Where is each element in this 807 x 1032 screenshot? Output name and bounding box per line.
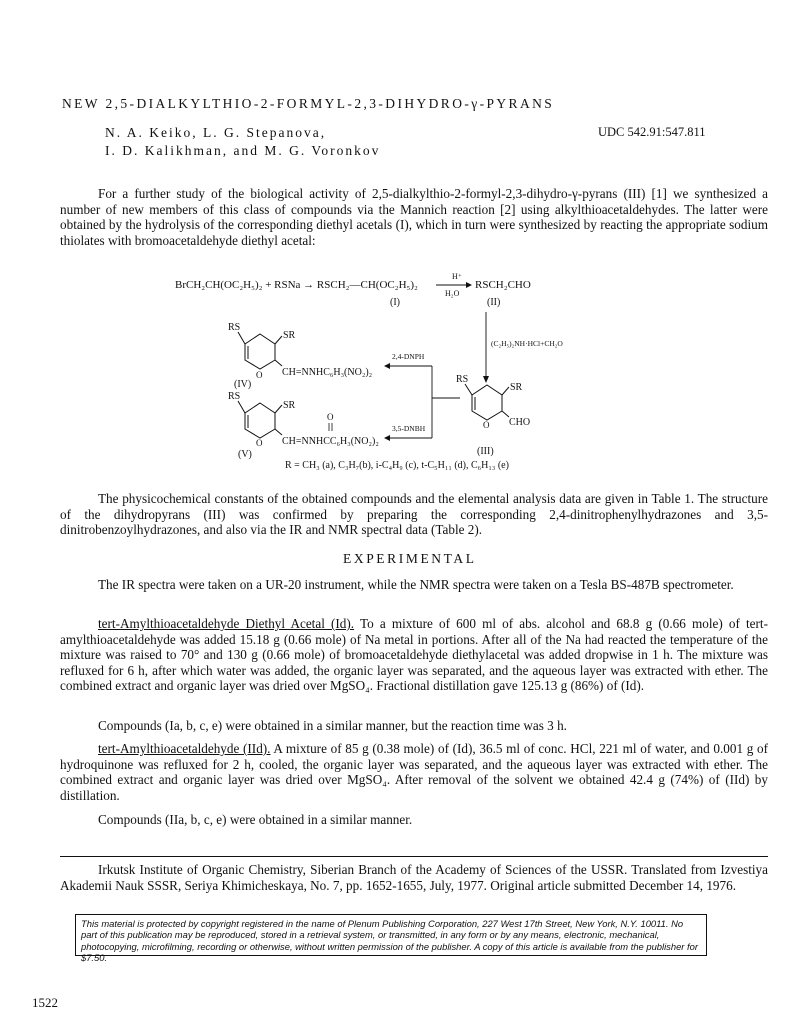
r-definitions: R = CH₃ (a), C₃H₇(b), i-C₄H₉ (c), t-C₅H₁₁ (d), C₆H₁₃ (e) — [285, 460, 509, 471]
ring-V — [245, 403, 275, 438]
udc-code: UDC 542.91:547.811 — [598, 125, 706, 139]
spectra-paragraph: The IR spectra were taken on a UR-20 instrument, while the NMR spectra were taken on a Tesla BS-487B spectrometer. — [98, 577, 734, 592]
copyright-text: This material is protected by copyright registered in the name of Plenum Publishing Corporation, 227 West 17th Street, New York, N.Y. 10011. No part of this publication may be reproduced, stored in a retrieval system, or transmitted, in any form or by any means, electronic, mechanical, photocopying, microfilming, recording or otherwise, without written permission of the publisher. A copy of this article is available from the publisher for $7.50. — [81, 918, 698, 964]
iv-o: O — [256, 370, 263, 380]
copyright-box — [75, 914, 707, 964]
condition-bottom: H₂O — [445, 289, 460, 298]
aldehyde-procedure — [60, 741, 768, 803]
v-o: O — [256, 438, 263, 448]
product-II: RSCH₂CHO — [475, 279, 531, 291]
iv-rs: RS — [228, 322, 241, 333]
authors-line-1: N. A. Keiko, L. G. Stepanova, — [105, 125, 327, 140]
article-title: NEW 2,5-DIALKYLTHIO-2-FORMYL-2,3-DIHYDRO-γ-PYRANS — [62, 96, 555, 111]
acetal-procedure — [60, 616, 768, 694]
iv-substituent: CH=NNHC₆H₃(NO₂)₂ — [282, 367, 373, 378]
iii-sr: SR — [510, 382, 523, 393]
ring-IV — [245, 334, 275, 369]
mannich-arrowhead — [483, 376, 489, 383]
page-number: 1522 — [32, 995, 58, 1010]
reaction-scheme — [0, 268, 807, 476]
mannich-reagent: (C₂H₅)₂NH·HCl+CH₂O — [491, 339, 563, 348]
condition-top: H⁺ — [452, 272, 462, 281]
aldehyde-procedure-heading: tert-Amylthioacetaldehyde (IId). — [98, 741, 271, 756]
authors-line-2: I. D. Kalikhman, and M. G. Voronkov — [105, 143, 381, 158]
acetal-analogs-paragraph: Compounds (Ia, b, c, e) were obtained in a similar manner, but the reaction time was 3 h. — [98, 718, 567, 733]
reaction-left: BrCH₂CH(OC₂H₅)₂ + RSNa → RSCH₂—CH(OC₂H₅)₂ — [175, 279, 418, 291]
iii-cho: CHO — [509, 417, 531, 428]
dnph-reagent: 2,4-DNPH — [392, 352, 425, 361]
v-substituent: CH=NNHCC₆H₃(NO₂)₂ — [282, 436, 379, 447]
label-IV: (IV) — [234, 379, 252, 390]
iii-rs: RS — [456, 374, 469, 385]
label-III: (III) — [477, 446, 494, 457]
v-carbonyl-o: O — [327, 412, 334, 422]
label-V: (V) — [238, 449, 252, 460]
footnote-affiliation: Irkutsk Institute of Organic Chemistry, Siberian Branch of the Academy of Sciences of the USSR. Translated from Izvestiya Akademii Nauk SSSR, Seriya Khimicheskaya, No. 7, pp. 1652-1655, July, 1977. Original article submitted December 14, 1976. — [60, 862, 768, 893]
hydrolysis-arrowhead — [466, 282, 472, 288]
footnote-rule — [60, 856, 768, 857]
acetal-procedure-heading: tert-Amylthioacetaldehyde Diethyl Acetal (Id). — [98, 616, 355, 631]
structure-paragraph: The physicochemical constants of the obtained compounds and the elemental analysis data are given in Table 1. The structure of the dihydropyrans (III) was confirmed by preparing the corresponding 2,4-dinitrophenylhydrazones and 3,5-dinitrobenzoylhydrazones, and also via the IR and NMR spectral data (Table 2). — [60, 491, 768, 538]
intro-paragraph: For a further study of the biological activity of 2,5-dialkylthio-2-formyl-2,3-dihydro-γ-pyrans (III) [1] we synthesized a number of new members of this class of compounds via the Mannich reaction [2] using alkylthioacetaldehydes. The latter were obtained by the hydrolysis of the corresponding diethyl acetals (I), which in turn were synthesized by reacting the appropriate sodium thiolates with bromoacetaldehyde diethyl acetal: — [60, 186, 768, 248]
iv-sr: SR — [283, 330, 296, 341]
label-I: (I) — [390, 297, 400, 308]
v-sr: SR — [283, 400, 296, 411]
label-II: (II) — [487, 297, 501, 308]
aldehyde-procedure-body: A mixture of 85 g (0.38 mole) of (Id), 36.5 ml of conc. HCl, 221 ml of water, and 0.001 g of hydroquinone was refluxed for 2 h, cooled, the organic layer was separated, and the aqueous layer was extracted with ether. The combined extract and organic layer was dried over MgSO₄. After removal of the solvent we obtained 42.4 g (74%) of (IId) by distillation. — [60, 741, 768, 803]
v-rs: RS — [228, 391, 241, 402]
aldehyde-analogs-paragraph: Compounds (IIa, b, c, e) were obtained in a similar manner. — [98, 812, 413, 827]
acetal-procedure-body: To a mixture of 600 ml of abs. alcohol and 68.8 g (0.66 mole) of tert-amylthioacetaldehyde was added 15.18 g (0.66 mole) of Na metal in portions. After all of the Na had reacted the temperature of the mixture was raised to 70° and 130 g (0.66 mole) of bromoacetaldehyde diethylacetal was added dropwise in 1 h. The mixture was refluxed for 6 h, after which water was added, the organic layer was separated, and the aqueous layer was extracted with ether. The combined extract and organic layer was dried over MgSO₄. Fractional distillation gave 125.13 g (86%) of (Id). — [60, 616, 768, 694]
experimental-heading: EXPERIMENTAL — [343, 551, 477, 566]
ring-III — [472, 385, 502, 420]
dnbh-reagent: 3,5-DNBH — [392, 424, 426, 433]
iii-o: O — [483, 420, 490, 430]
